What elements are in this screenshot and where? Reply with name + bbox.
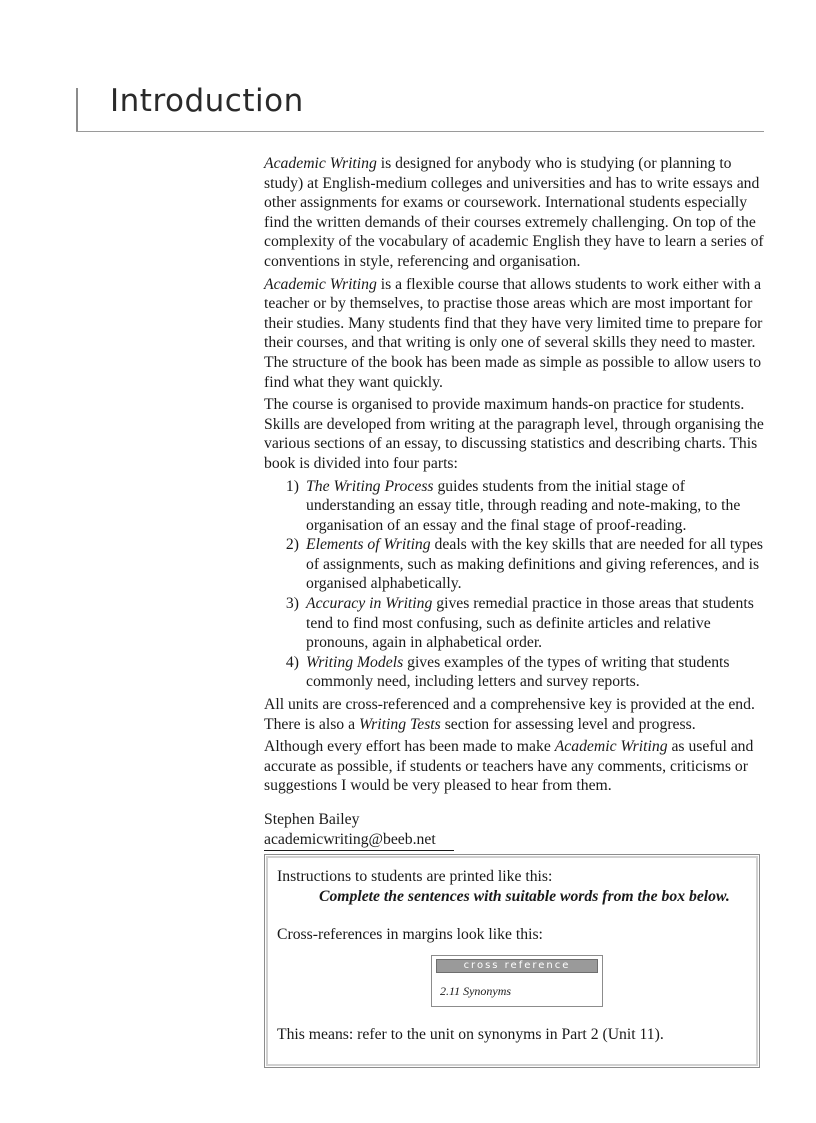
paragraph-text: is designed for anybody who is studying (or planning to study) at English-medium colleges and universities and has to write essays and other assignments for exams or coursework. International students especially find the written demands of their courses extremely challenging. On top of the complexity of the vocabulary of academic English they have to learn a series of conventions in style, referencing and organisation. xyxy=(264,155,764,270)
parts-list xyxy=(264,477,764,693)
header-divider xyxy=(76,131,764,132)
list-item-number: 2) xyxy=(285,536,299,554)
part-title: The Writing Process xyxy=(306,477,434,495)
list-item-text xyxy=(306,653,764,692)
paragraph-text: section for assessing level and progress. xyxy=(440,715,696,733)
part-description: deals with the key skills that are needed for all types of assignments, such as making definitions and giving references, and is organised alphabetically. xyxy=(306,536,764,593)
cross-reference-sample xyxy=(431,955,603,1007)
intro-paragraph-2 xyxy=(264,275,764,393)
intro-paragraph-5 xyxy=(264,737,764,796)
author-email-link[interactable]: academicwriting@beeb.net xyxy=(264,830,454,852)
list-item xyxy=(264,653,764,692)
intro-paragraph-1 xyxy=(264,154,764,272)
paragraph-text: All units are cross-referenced and a comprehensive key is provided at the end. xyxy=(264,696,755,714)
paragraph-text: There is also a xyxy=(264,715,359,733)
cross-reference-label: cross reference xyxy=(436,959,598,973)
part-title: Elements of Writing xyxy=(306,536,431,554)
part-description: gives examples of the types of writing that students commonly need, including letters and survey reports. xyxy=(306,653,730,691)
list-item xyxy=(264,535,764,594)
list-item-number: 1) xyxy=(285,477,299,495)
intro-paragraph-4 xyxy=(264,695,764,734)
instructions-example: Complete the sentences with suitable words from the box below. xyxy=(319,888,730,905)
list-item-text xyxy=(306,477,764,536)
cross-reference-text: 2.11 Synonyms xyxy=(440,984,512,998)
signature xyxy=(264,810,764,851)
paragraph-text: as useful and accurate as possible, if students or teachers have any comments, criticisms or suggestions I would be very pleased to hear from them. xyxy=(264,738,754,795)
book-title: Academic Writing xyxy=(264,275,377,293)
part-description: gives remedial practice in those areas that students tend to find most confusing, such as definite articles and relative pronouns, again in alphabetical order. xyxy=(306,595,754,652)
paragraph-text: is a flexible course that allows students to work either with a teacher or by themselves, to practise those areas which are most important for their studies. Many students find that they have very limited time to prepare for their courses, and that writing is only one of several skills they need to master. The structure of the book has been made as simple as possible to allow users to find what they want quickly. xyxy=(264,275,763,391)
list-item-text xyxy=(306,535,764,594)
meaning-explanation: This means: refer to the unit on synonyms in Part 2 (Unit 11). xyxy=(277,1026,664,1043)
part-title: Writing Models xyxy=(306,653,404,671)
header-accent-bar xyxy=(76,88,78,132)
list-item-text xyxy=(306,594,764,653)
list-item-number: 4) xyxy=(285,653,299,671)
author-name: Stephen Bailey xyxy=(264,811,360,828)
part-description: guides students from the initial stage of understanding an essay title, through reading and note-making, to the organisation of an essay and the final stage of proof-reading. xyxy=(306,477,741,534)
section-title: Writing Tests xyxy=(358,715,441,733)
spacer xyxy=(277,907,759,925)
list-item-number: 3) xyxy=(285,595,299,613)
page-title: Introduction xyxy=(110,83,304,119)
paragraph-text: Although every effort has been made to make xyxy=(264,738,555,756)
instructions-description: Instructions to students are printed like this: xyxy=(277,868,553,885)
book-title: Academic Writing xyxy=(264,155,377,172)
intro-paragraph-3: The course is organised to provide maximum hands-on practice for students. Skills are developed from writing at the paragraph level, through organising the various sections of an essay, to discussing statistics and describing charts. This book is divided into four parts: xyxy=(264,396,764,472)
list-item xyxy=(264,477,764,536)
cross-reference-description: Cross-references in margins look like this: xyxy=(277,926,543,943)
introduction-body xyxy=(264,154,764,851)
part-title: Accuracy in Writing xyxy=(306,595,433,613)
conventions-box xyxy=(264,854,760,1068)
book-title: Academic Writing xyxy=(554,738,668,756)
list-item xyxy=(264,594,764,653)
